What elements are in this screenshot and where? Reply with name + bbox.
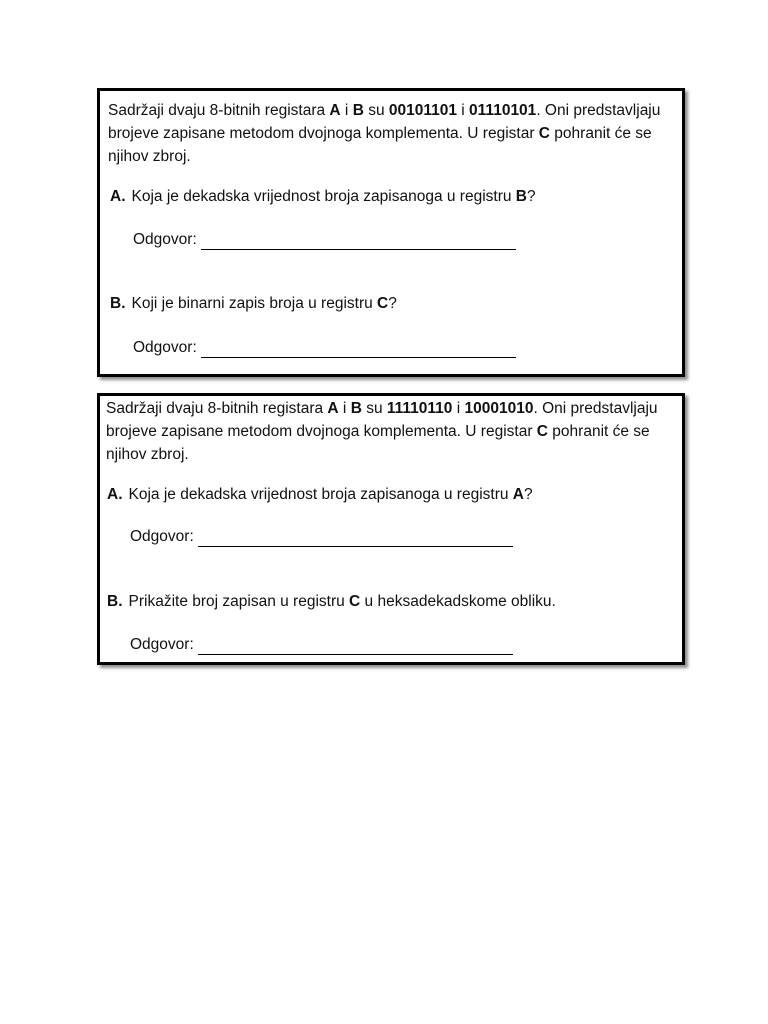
register-a-label: A <box>329 102 341 119</box>
task-1-question-b <box>110 294 397 314</box>
answer-label: Odgovor: <box>130 636 194 653</box>
register-c-label: C <box>536 423 548 440</box>
answer-label: Odgovor: <box>130 528 194 545</box>
task-1-question-a <box>110 187 536 207</box>
intro-text: su <box>363 102 389 119</box>
answer-blank-line[interactable] <box>198 640 513 655</box>
question-text: Koji je binarni zapis broja u registru <box>131 295 378 312</box>
intro-text: i <box>456 102 470 119</box>
question-end: ? <box>527 188 536 205</box>
answer-blank-line[interactable] <box>198 532 513 547</box>
question-text: Prikažite broj zapisan u registru <box>128 593 350 610</box>
register-a-value: 11110110 <box>386 400 453 417</box>
question-register: B <box>515 188 527 205</box>
task-2-question-a <box>107 485 533 505</box>
task-box-2 <box>97 393 685 665</box>
question-text: Koja je dekadska vrijednost broja zapisanoga u registru <box>131 188 516 205</box>
question-register: C <box>377 295 389 312</box>
question-end: ? <box>524 486 533 503</box>
task-2-answer-b <box>130 635 513 655</box>
answer-blank-line[interactable] <box>201 343 516 358</box>
question-text: Koja je dekadska vrijednost broja zapisanoga u registru <box>128 486 513 503</box>
register-b-value: 01110101 <box>469 102 537 119</box>
intro-text: su <box>361 400 387 417</box>
task-1-answer-a <box>133 230 516 250</box>
question-register: A <box>512 486 524 503</box>
register-a-label: A <box>327 400 339 417</box>
intro-text: . Oni predstavljaju brojeve zapisane metodom dvojnoga komplementa. U registar <box>106 400 658 440</box>
answer-label: Odgovor: <box>133 339 197 356</box>
task-1-intro <box>108 99 683 168</box>
question-letter: A. <box>110 188 126 205</box>
question-end: ? <box>388 295 397 312</box>
question-register: C <box>349 593 361 610</box>
intro-text: pohranit će se njihov zbroj. <box>108 125 652 165</box>
register-c-label: C <box>538 125 550 142</box>
question-letter: B. <box>107 593 123 610</box>
intro-text: i <box>338 400 351 417</box>
question-letter: B. <box>110 295 126 312</box>
intro-text: i <box>340 102 353 119</box>
task-2-question-b <box>107 592 556 612</box>
question-letter: A. <box>107 486 123 503</box>
task-2-intro <box>106 397 681 466</box>
intro-text: pohranit će se njihov zbroj. <box>106 423 650 463</box>
task-1-answer-b <box>133 338 516 358</box>
answer-label: Odgovor: <box>133 231 197 248</box>
task-box-1 <box>97 88 685 377</box>
intro-text: Sadržaji dvaju 8-bitnih registara <box>106 400 328 417</box>
answer-blank-line[interactable] <box>201 235 516 250</box>
register-b-label: B <box>350 400 362 417</box>
intro-text: Sadržaji dvaju 8-bitnih registara <box>108 102 330 119</box>
register-b-label: B <box>352 102 364 119</box>
question-end: u heksadekadskome obliku. <box>360 593 556 610</box>
register-a-value: 00101101 <box>388 102 457 119</box>
intro-text: . Oni predstavljaju brojeve zapisane metodom dvojnoga komplementa. U registar <box>108 102 661 142</box>
task-2-answer-a <box>130 527 513 547</box>
register-b-value: 10001010 <box>464 400 534 417</box>
intro-text: i <box>452 400 465 417</box>
